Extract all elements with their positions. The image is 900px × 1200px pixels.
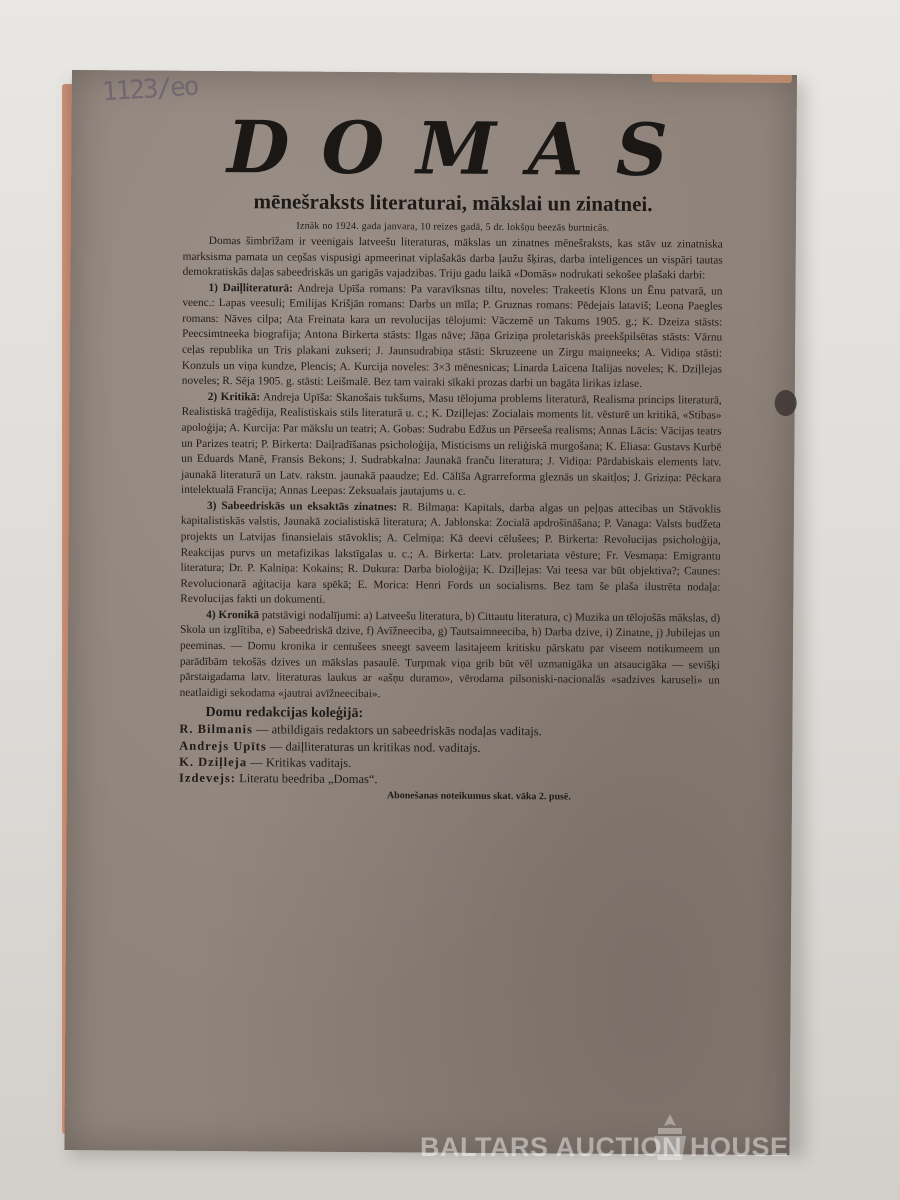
section-text: Andreja Upīša romans: Pa varavīksnas tiltu, noveles: Trakeetis Klons un Ēnu patvarā, un veenc.: Lapas veesuli; Emilijas Krišjān romans: Darbs un mīla; P. Gruznas romans: Pēdejais lataviš; Leona Paegles romans: Nāves cilpa; Ata Freinata kara un revolucijas tēlojumi: Vāczemē un Takums 1905. g.; K. Dzeiza stāsts: Peecsimtneeka biografija; Antona Birkerta stāsts: Ilgas nāve; Jāņa Griziņa proletariskās preekšpilsētas stāsts: Vārnu ceļas republika un Tris plakani zukseri; J. Jaunsudrabiņa stāsti: Skruzeene un Zirgu maiņneeks; A. Vidiņa stāsti: Konzuls un viņa kundze, Plencis; A. Kurcija noveles: 3×3 mēnesnicas; Linarda Laicena Italijas noveles; K. Dziļlejas noveles; R. Sēja 1905. g. stāsti: Leišmalē. Bez tam vairaki sīkaki prozas darbi un bagāta lirikas izlase.: [181, 282, 723, 391]
section-text: Andreja Upīša: Skanošais tukšums, Masu tēlojuma problems literaturā, Realisma princips literaturā, Realistiskā traģēdija, Realistiskais stils literaturā u. c.; K. Dziļlejas: Zocialais moments lit. vēsturē un kritikā, «Stibas» apoloģija; A. Kurcija: Par mākslu un teatri; A. Gobas: Sudrabu Edžus un Pērseeša realisms; Annas Lācis: Vācijas teatrs un Parizes teatri; P. Birkerta: Daiļradīšanas psicholoģija, Misticisms un reliģiskā murgošana; K. Eliasa: Gustavs Kurbē un Eduards Manē, Fransis Bekons; J. Sudrabkalna: Jaunakā franču literatura; J. Vidiņa: Pārdabiskais elements latv. jaunakā literaturā un Latv. rakstn. jaunakā paaudze; Ed. Cālīša Agrarreforma gleznās un skaitļos; J. Griziņa: Pēckara intelektualā Francija; Annas Leepas: Zeksualais jautajums u. c.: [181, 391, 722, 499]
cover-content: [179, 104, 724, 804]
member-role: — daiļliteraturas un kritikas nod. vaditajs.: [269, 738, 481, 755]
member-name: Izdevejs:: [179, 770, 237, 786]
section-text: R. Bilmaņa: Kapitals, darba algas un peļņas attecibas un Stāvoklis kapitalistiskās valstis, Jaunakā zocialistiskā literatura; A. Jablonska: Zocialā apdrošināšana; P. Vanaga: Valsts budžeta projekts un Latvijas finansielais stāvoklis; A. Celmiņa: Kā deevi cēlušees; P. Birkerta: Revolucijas psicholoģija, Reakcijas purvs un metafizikas lakstīgalas u. c.; A. Birkerta: Latv. proletariata vēsture; Fr. Vesmaņa: Emigrantu literatura; Dr. P. Kalniņa: Kokains; R. Dukura: Darba bioloģija; K. Dziļlejas: Vai teesa var būt objektiva?; Caunes: Revolucionarā aģitacija kara spēkā; E. Morica: Henri Fords un socialisms. Bez tam še plaša ilustrēta nodaļa: Revolucijas fakti un dokumenti.: [180, 501, 721, 607]
section-text: patstāvigi nodalījumi: a) Latveešu literatura, b) Cittautu literatura, c) Muzika un tēlojošās mākslas, d) Skola un izglītiba, e) Sabeedriskā dzive, f) Avīžneeciba, g) Tautsaimneeciba, h) Darba dzive, i) Zinatne, j) Jubilejas un peeminas. — Domu kronika ir centušees sneegt saveem lasitajeem kritisku pārskatu par viseem notikumeem un parādībām tekošās dzives un mākslas pasaulē. Turpmak viņa grib būt vēl uzmanigāka un atsaucigāka — sevišķi pārstaigadama latv. literaturas laukus ar «ašņu duramo», vērodama pilsoniski-nacionalās «sadzives karuseli» un neatlaidigi sekodama «jautrai avīžneecibai».: [179, 609, 721, 700]
member-name: K. Dziļleja: [179, 754, 248, 770]
section-heading: 3) Sabeedriskās un eksaktās zinatnes:: [206, 499, 398, 514]
auction-watermark: BALTARS AUCTION HOUSE: [420, 1132, 789, 1162]
section-heading: 4) Kronikā: [206, 608, 260, 622]
handwritten-note: 1123/eo: [101, 71, 199, 108]
torn-corner: [652, 74, 792, 83]
section-chronicle: [180, 608, 721, 705]
announcement-body: [180, 234, 723, 705]
section-criticism: [181, 390, 722, 503]
subscription-note: Abonešanas noteikumus skat. vāka 2. pusē.: [386, 790, 571, 803]
section-heading: 2) Kritikā:: [207, 390, 261, 404]
publisher-line: [179, 770, 719, 790]
member-name: Andrejs Upīts: [179, 738, 267, 753]
magazine-back-cover: [64, 70, 797, 1155]
editorial-board: [179, 705, 720, 804]
section-heading: 1) Daiļliteraturā:: [208, 281, 294, 295]
member-role: — atbildigais redaktors un sabeedriskās nodaļas vaditajs.: [255, 722, 542, 739]
masthead-subtitle: mēnešraksts literaturai, mākslai un zinatnei.: [253, 189, 653, 217]
member-name: R. Bilmanis: [179, 722, 253, 737]
member-role: — Kritikas vaditajs.: [250, 755, 352, 770]
issue-info: Iznāk no 1924. gada janvara, 10 reizes gadā, 5 dr. lokšņu beezās burtnicās.: [296, 220, 610, 234]
masthead-title: DOMAS: [226, 104, 701, 193]
section-sciences: [180, 499, 721, 612]
punch-hole: [775, 390, 797, 416]
editorial-heading: Domu redakcijas koleģijā:: [205, 705, 364, 722]
member-role: Literatu beedriba „Domas“.: [239, 771, 378, 787]
section-literature: [182, 281, 723, 394]
intro-paragraph: Domas šimbrīžam ir veenigais latveešu literaturas, mākslas un zinatnes mēnešraksts, kas stāv uz zinatniska marksisma pamata un ceņšas vispusigi apmeerinat viplašakās darba ļaužu šķiras, darba inteligences un vispāri tautas demokratiskās daļas sabeedriskās un garigās vajadzibas. Triju gadu laikā «Domās» nodrukati sekošee plašaki darbi:: [182, 234, 723, 282]
